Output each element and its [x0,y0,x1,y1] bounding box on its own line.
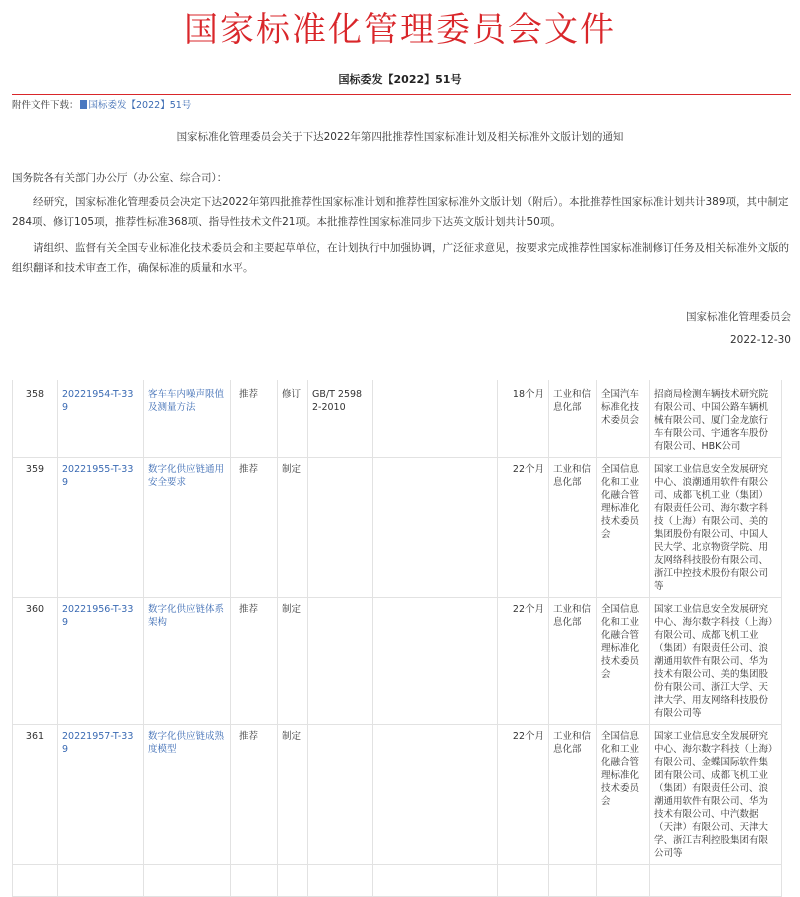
red-divider [12,94,791,95]
drafters-cell: 国家工业信息安全发展研究中心、浪潮通用软件有限公司、成都飞机工业（集团）有限责任公司、海尔数字科技（上海）有限公司、美的集团股份有限公司、中国人民大学、北京物资学院、用友网络科技股份有限公司、浙江中控技术股份有限公司等 [650,458,782,598]
replaces-cell [308,725,373,865]
adopted-cell [373,598,498,725]
tc-cell: 全国汽车标准化技术委员会 [597,380,650,458]
tc-cell: 全国信息化和工业化融合管理标准化技术委员会 [597,458,650,598]
type-cell: 修订 [278,380,308,458]
drafters-cell: 国家工业信息安全发展研究中心、海尔数字科技（上海）有限公司、金蝶国际软件集团有限公司、成都飞机工业（集团）有限责任公司、浪潮通用软件有限公司、华为技术有限公司、中汽数据（天津）有限公司、天津大学、浙江吉利控股集团有限公司等 [650,725,782,865]
adopted-cell [373,725,498,865]
dept-cell: 工业和信息化部 [549,725,597,865]
notice-title: 国家标准化管理委员会关于下达2022年第四批推荐性国家标准计划及相关标准外文版计划的通知 [176,131,624,143]
seq-cell: 358 [13,380,58,458]
period-cell: 22个月 [498,725,549,865]
nature-cell: 推荐 [231,725,278,865]
seq-cell: 361 [13,725,58,865]
tc-cell: 全国信息化和工业化融合管理标准化技术委员会 [597,725,650,865]
table-row-partial [13,865,782,897]
file-icon [80,100,87,109]
standards-plan-table [12,380,782,897]
plan-number-link[interactable]: 20221956-T-339 [58,598,144,725]
replaces-cell [308,598,373,725]
table-row [13,725,782,865]
issuer-signature: 国家标准化管理委员会 [686,311,791,323]
issue-date: 2022-12-30 [729,334,791,346]
document-number: 国标委发【2022】51号 [338,73,462,86]
tc-cell: 全国信息化和工业化融合管理标准化技术委员会 [597,598,650,725]
attachment-label: 附件文件下载： [12,100,79,111]
document-title: 国家标准化管理委员会文件 [184,10,616,50]
standard-name: 数字化供应链通用安全要求 [144,458,231,598]
type-cell: 制定 [278,598,308,725]
replaces-cell [308,458,373,598]
nature-cell: 推荐 [231,598,278,725]
plan-number-link[interactable]: 20221957-T-339 [58,725,144,865]
seq-cell: 359 [13,458,58,598]
attachment-download-link[interactable]: 国标委发【2022】51号 [88,100,192,111]
plan-number-link[interactable]: 20221955-T-339 [58,458,144,598]
body-paragraph-1: 经研究，国家标准化管理委员会决定下达2022年第四批推荐性国家标准计划和推荐性国家标准外文版计划（附后）。本批推荐性国家标准计划共计389项，其中制定284项、修订105项，推荐性标准368项、指导性技术文件21项。本批推荐性国家标准同步下达英文版计划共计50项。 [12,196,789,228]
body-paragraph-2: 请组织、监督有关全国专业标准化技术委员会和主要起草单位，在计划执行中加强协调，广泛征求意见，按要求完成推荐性国家标准制修订任务及相关标准外文版的组织翻译和技术审查工作，确保标准的质量和水平。 [12,242,789,274]
standard-name: 客车车内噪声限值及测量方法 [144,380,231,458]
drafters-cell: 招商局检测车辆技术研究院有限公司、中国公路车辆机械有限公司、厦门金龙旅行车有限公司、宇通客车股份有限公司、HBK公司 [650,380,782,458]
standard-name: 数字化供应链成熟度模型 [144,725,231,865]
replaces-cell: GB/T 25982-2010 [308,380,373,458]
adopted-cell [373,458,498,598]
nature-cell: 推荐 [231,380,278,458]
dept-cell: 工业和信息化部 [549,598,597,725]
plan-number-link[interactable]: 20221954-T-339 [58,380,144,458]
dept-cell: 工业和信息化部 [549,380,597,458]
table-row [13,380,782,458]
standard-name: 数字化供应链体系架构 [144,598,231,725]
drafters-cell: 国家工业信息安全发展研究中心、海尔数字科技（上海）有限公司、成都飞机工业（集团）有限责任公司、浪潮通用软件有限公司、华为技术有限公司、美的集团股份有限公司、浙江大学、天津大学、用友网络科技股份有限公司等 [650,598,782,725]
period-cell: 22个月 [498,598,549,725]
salutation: 国务院各有关部门办公厅（办公室、综合司）： [12,172,228,184]
table-row [13,598,782,725]
seq-cell: 360 [13,598,58,725]
period-cell: 18个月 [498,380,549,458]
nature-cell: 推荐 [231,458,278,598]
adopted-cell [373,380,498,458]
dept-cell: 工业和信息化部 [549,458,597,598]
period-cell: 22个月 [498,458,549,598]
type-cell: 制定 [278,725,308,865]
type-cell: 制定 [278,458,308,598]
table-row [13,458,782,598]
attachment-row [12,97,191,111]
